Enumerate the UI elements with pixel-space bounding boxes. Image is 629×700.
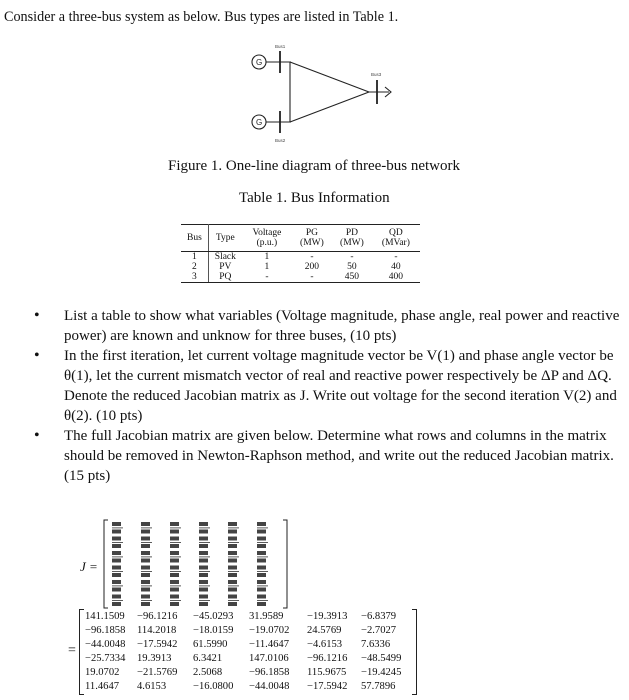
table-header: Type — [208, 225, 242, 252]
table-cell: 200 — [304, 262, 320, 272]
matrix-cell: 57.7896 — [361, 681, 396, 692]
table-cell: PV — [219, 262, 232, 272]
partial-derivative-glyph — [257, 580, 268, 592]
bus-info-table — [181, 224, 420, 283]
matrix-cell: −96.1216 — [307, 653, 348, 664]
matrix-cell: −44.0048 — [249, 681, 290, 692]
partial-derivative-glyph — [141, 551, 152, 563]
partial-derivative-glyph — [141, 580, 152, 592]
table-cell: - — [310, 252, 314, 262]
matrix-cell: 141.1509 — [85, 611, 125, 622]
table-cell: 2 — [181, 262, 208, 272]
table-cell: 400 — [372, 272, 420, 283]
partial-derivative-glyph — [257, 551, 268, 563]
table-row — [181, 262, 420, 272]
matrix-cell: −17.5942 — [307, 681, 348, 692]
table-cell: 1 — [264, 262, 270, 272]
partial-derivative-glyph — [228, 580, 239, 592]
jacobian-numeric-matrix — [79, 609, 417, 695]
partial-derivative-glyph — [199, 580, 210, 592]
jacobian-table — [85, 610, 403, 694]
gen1-label: G — [256, 58, 263, 67]
matrix-cell: 4.6153 — [137, 681, 167, 692]
matrix-cell: −19.3913 — [307, 611, 348, 622]
task-item: • The full Jacobian matrix are given below. Determine what rows and columns in the matrix should be removed in Newton-Raphson method, and write out the reduced Jacobian matrix. (15 pts) — [34, 426, 626, 486]
partial-derivative-glyph — [257, 537, 268, 549]
partial-derivative-glyph — [170, 551, 181, 563]
table-cell: 50 — [347, 262, 357, 272]
matrix-cell: 19.3913 — [137, 653, 172, 664]
table-header: PD (MW) — [332, 225, 372, 252]
table-cell: - — [242, 272, 292, 283]
partial-derivative-glyph — [257, 522, 268, 534]
one-line-diagram — [245, 38, 405, 148]
matrix-cell: −17.5942 — [137, 639, 178, 650]
matrix-cell: −2.7027 — [361, 625, 397, 636]
table-header: Voltage (p.u.) — [242, 225, 292, 252]
matrix-cell: −4.6153 — [307, 639, 343, 650]
table-cell: Slack — [214, 252, 236, 262]
partial-derivative-glyph — [199, 537, 210, 549]
matrix-cell: −19.0702 — [249, 625, 290, 636]
matrix-cell: −11.4647 — [249, 639, 290, 650]
bus3-label: Bus3 — [371, 72, 382, 77]
partial-derivative-glyph — [141, 522, 152, 534]
matrix-cell: −6.8379 — [361, 611, 397, 622]
partial-derivative-glyph — [141, 566, 152, 578]
table-cell: - — [292, 272, 332, 283]
matrix-cell: 19.0702 — [85, 667, 120, 678]
partial-derivative-glyph — [112, 522, 123, 534]
task-item: • In the first iteration, let current voltage magnitude vector be V(1) and phase angle vector be θ(1), let the current mismatch vector of real and reactive power respectively be ΔP and ΔQ. Denote the reduced Jacobian matrix as J. Write out voltage for the second iteration V(2) and θ(2). (10 pts) — [34, 346, 626, 426]
bus1-label: Bus1 — [275, 44, 286, 49]
partial-derivative-glyph — [199, 522, 210, 534]
matrix-cell: −96.1858 — [249, 667, 290, 678]
partial-derivative-glyph — [199, 551, 210, 563]
partial-derivative-glyph — [170, 566, 181, 578]
task-item: • List a table to show what variables (Voltage magnitude, phase angle, real power and reactive power) are known and unknow for three buses, (10 pts) — [34, 306, 626, 346]
matrix-row — [85, 610, 403, 624]
task-list — [34, 306, 626, 486]
matrix-cell: −25.7334 — [85, 653, 126, 664]
matrix-cell: 61.5990 — [193, 639, 228, 650]
partial-derivative-glyph — [228, 537, 239, 549]
partial-derivative-glyph — [112, 537, 123, 549]
matrix-row — [85, 666, 403, 680]
intro-text: Consider a three-bus system as below. Bus types are listed in Table 1. — [4, 9, 399, 25]
matrix-cell: 147.0106 — [249, 653, 289, 664]
matrix-cell: −18.0159 — [193, 625, 234, 636]
table-header: Bus — [181, 225, 208, 252]
partial-derivative-glyph — [228, 566, 239, 578]
partial-derivative-glyph — [112, 566, 123, 578]
table-header: QD (MVar) — [372, 225, 420, 252]
table-row — [181, 252, 420, 263]
partial-derivative-glyph — [112, 595, 123, 607]
equals-sign: = — [68, 643, 76, 658]
partial-derivative-glyph — [141, 595, 152, 607]
matrix-cell: 31.9589 — [249, 611, 284, 622]
matrix-cell: 6.3421 — [193, 653, 223, 664]
table-cell: 3 — [181, 272, 208, 283]
bus2-label: Bus2 — [275, 138, 286, 143]
matrix-cell: −21.5769 — [137, 667, 178, 678]
partial-derivative-glyph — [228, 595, 239, 607]
table-cell: - — [394, 252, 398, 262]
table-cell: PQ — [208, 272, 242, 283]
table-cell: 450 — [332, 272, 372, 283]
matrix-cell: 115.9675 — [307, 667, 347, 678]
partial-derivative-glyph — [170, 522, 181, 534]
matrix-cell: −96.1216 — [137, 611, 178, 622]
matrix-cell: 11.4647 — [85, 681, 120, 692]
partial-derivative-glyph — [112, 551, 123, 563]
partial-derivative-glyph — [170, 580, 181, 592]
partial-derivative-glyph — [112, 580, 123, 592]
partial-derivative-glyph — [257, 566, 268, 578]
table-header: PG (MW) — [292, 225, 332, 252]
matrix-row — [85, 652, 403, 666]
table-caption: Table 1. Bus Information — [239, 190, 390, 206]
partial-derivative-glyph — [199, 566, 210, 578]
table-cell: - — [350, 252, 354, 262]
table-cell: 40 — [391, 262, 401, 272]
table-cell: 1 — [264, 252, 270, 262]
partial-derivative-glyph — [170, 595, 181, 607]
matrix-cell: 7.6336 — [361, 639, 391, 650]
matrix-cell: 2.5068 — [193, 667, 223, 678]
table-row — [181, 272, 420, 283]
matrix-cell: −19.4245 — [361, 667, 402, 678]
jacobian-symbolic-matrix — [82, 518, 297, 610]
matrix-cell: −45.0293 — [193, 611, 234, 622]
partial-derivative-glyph — [199, 595, 210, 607]
partial-derivative-glyph — [228, 522, 239, 534]
matrix-cell: 114.2018 — [137, 625, 177, 636]
matrix-cell: −16.0800 — [193, 681, 234, 692]
partial-derivative-glyph — [228, 551, 239, 563]
matrix-cell: −48.5499 — [361, 653, 402, 664]
gen2-label: G — [256, 118, 263, 127]
partial-derivative-glyph — [141, 537, 152, 549]
jacobian-symbol: J = — [80, 559, 98, 574]
partial-derivative-glyph — [257, 595, 268, 607]
matrix-row — [85, 680, 403, 694]
matrix-cell: −44.0048 — [85, 639, 126, 650]
matrix-row — [85, 624, 403, 638]
matrix-row — [85, 638, 403, 652]
figure-caption: Figure 1. One-line diagram of three-bus network — [168, 158, 460, 174]
matrix-cell: 24.5769 — [307, 625, 342, 636]
table-cell: 1 — [181, 252, 208, 263]
partial-derivative-glyph — [170, 537, 181, 549]
matrix-cell: −96.1858 — [85, 625, 126, 636]
